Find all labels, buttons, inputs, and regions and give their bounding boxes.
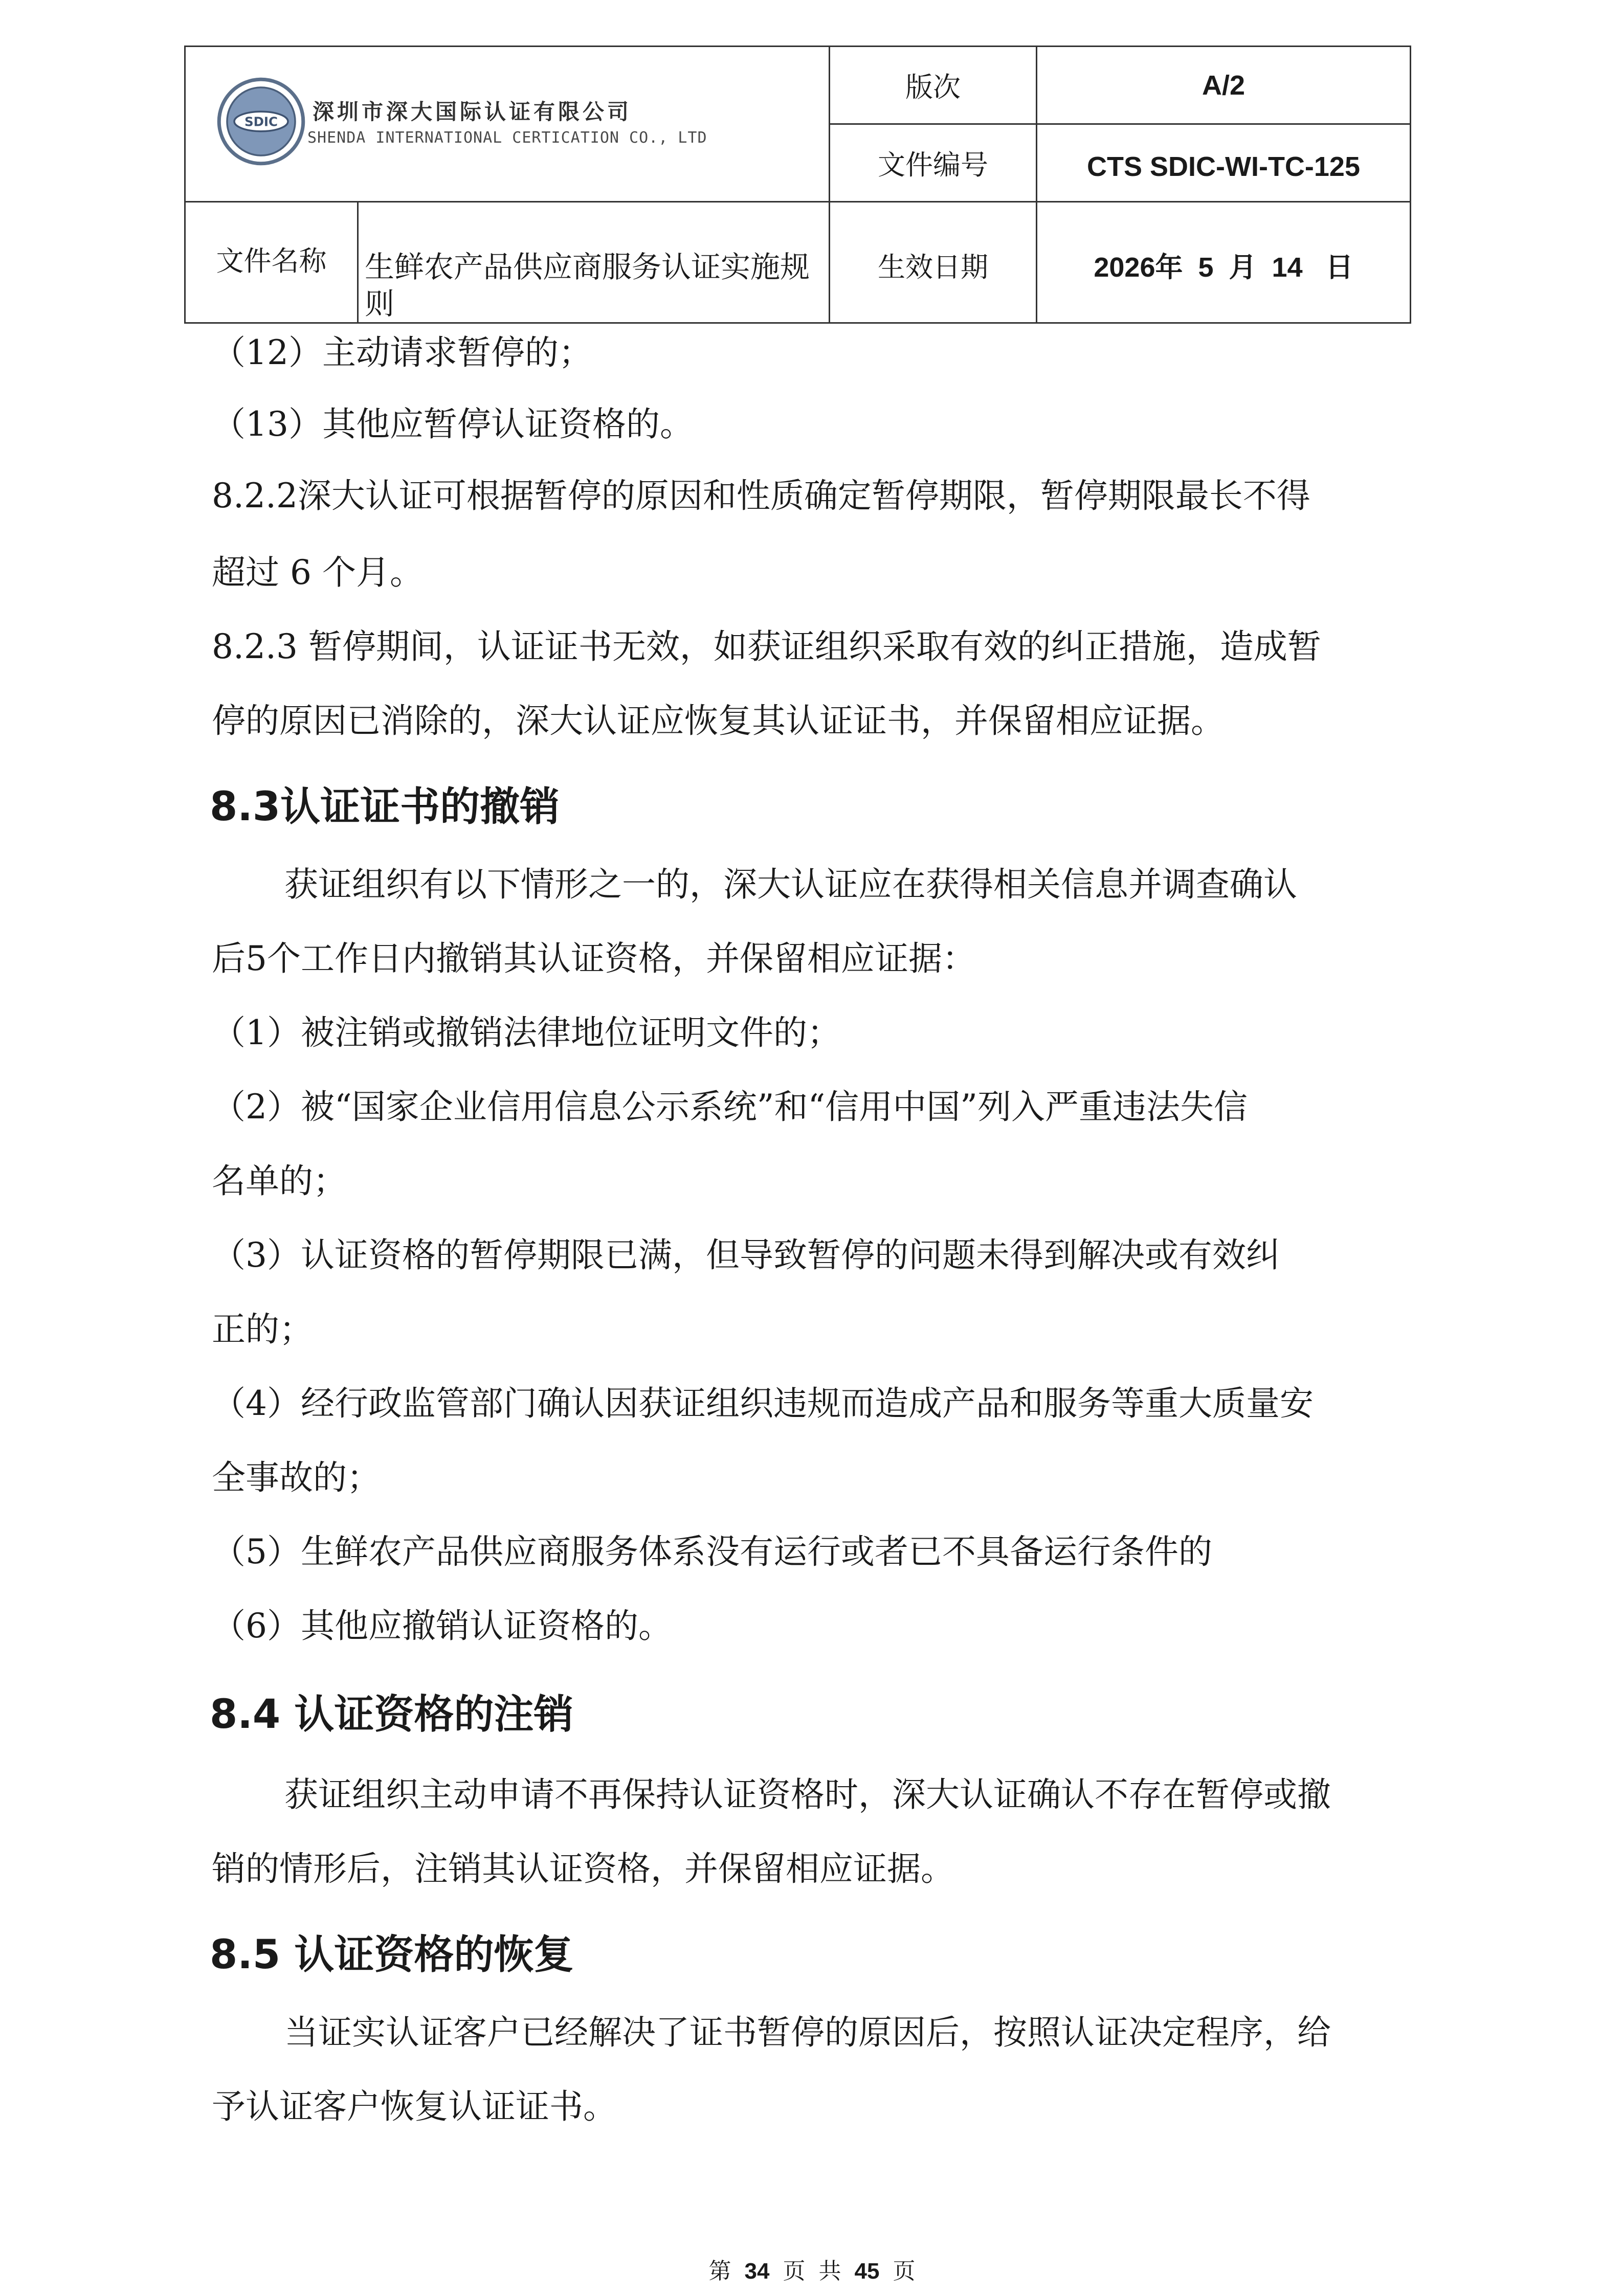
revoke-item-5: （5）生鲜农产品供应商服务体系没有运行或者已不具备运行条件的 <box>212 1532 1212 1571</box>
clause-8-2-2-line2: 超过 6 个月。 <box>212 553 424 592</box>
version-label: 版次 <box>830 47 1037 124</box>
section-8-4-line2: 销的情形后，注销其认证资格，并保留相应证据。 <box>212 1849 954 1888</box>
section-8-3-intro-line2: 后5个工作日内撤销其认证资格，并保留相应证据： <box>212 939 976 978</box>
total-pages: 45 <box>854 2259 880 2284</box>
doc-number-label: 文件编号 <box>830 124 1037 202</box>
clause-8-2-2-line1: 8.2.2深大认证可根据暂停的原因和性质确定暂停期限，暂停期限最长不得 <box>212 476 1310 515</box>
seal-icon <box>216 77 306 166</box>
heading-8-5: 8.5 认证资格的恢复 <box>210 1932 574 1978</box>
revoke-item-1: （1）被注销或撤销法律地位证明文件的； <box>212 1013 841 1052</box>
page-footer <box>0 2253 1624 2285</box>
clause-8-2-3-line1: 8.2.3 暂停期间，认证证书无效，如获证组织采取有效的纠正措施，造成暂 <box>212 627 1321 666</box>
effective-date-value: 2026年 5 月 14 日 <box>1037 202 1411 323</box>
doc-name-value: 生鲜农产品供应商服务认证实施规则 <box>358 202 830 323</box>
revoke-item-3-line1: （3）认证资格的暂停期限已满，但导致暂停的问题未得到解决或有效纠 <box>212 1235 1280 1275</box>
revoke-item-3-line2: 正的； <box>212 1310 313 1349</box>
document-header-table <box>184 46 1411 324</box>
logo-seal-text: SDIC <box>244 114 278 129</box>
list-item-13: （13）其他应暂停认证资格的。 <box>212 404 694 444</box>
revoke-item-4-line2: 全事故的； <box>212 1458 381 1497</box>
footer-middle: 页 共 <box>783 2258 841 2284</box>
company-logo <box>216 74 707 176</box>
heading-8-4: 8.4 认证资格的注销 <box>210 1692 574 1738</box>
page-number: 34 <box>744 2259 770 2284</box>
company-name-cn: 深圳市深大国际认证有限公司 <box>313 99 632 124</box>
section-8-3-intro-line1: 获证组织有以下情形之一的，深大认证应在获得相关信息并调查确认 <box>284 865 1297 904</box>
footer-suffix: 页 <box>893 2258 916 2284</box>
version-value: A/2 <box>1037 47 1411 124</box>
doc-name-label: 文件名称 <box>185 202 358 323</box>
heading-8-3: 8.3认证证书的撤销 <box>210 784 560 830</box>
clause-8-2-3-line2: 停的原因已消除的，深大认证应恢复其认证证书，并保留相应证据。 <box>212 701 1225 740</box>
section-8-5-line2: 予认证客户恢复认证证书。 <box>212 2087 617 2126</box>
footer-prefix: 第 <box>708 2258 731 2284</box>
list-item-12: （12）主动请求暂停的； <box>212 333 592 372</box>
revoke-item-6: （6）其他应撤销认证资格的。 <box>212 1606 672 1646</box>
effective-date-label: 生效日期 <box>830 202 1037 323</box>
revoke-item-2-line1: （2）被“国家企业信用信息公示系统”和“信用中国”列入严重违法失信 <box>212 1087 1248 1127</box>
revoke-item-2-line2: 名单的； <box>212 1161 347 1201</box>
logo-cell <box>185 47 830 202</box>
section-8-5-line1: 当证实认证客户已经解决了证书暂停的原因后，按照认证决定程序，给 <box>284 2013 1331 2052</box>
doc-number-value: CTS SDIC-WI-TC-125 <box>1037 124 1411 202</box>
section-8-4-line1: 获证组织主动申请不再保持认证资格时，深大认证确认不存在暂停或撤 <box>284 1775 1331 1814</box>
revoke-item-4-line1: （4）经行政监管部门确认因获证组织违规而造成产品和服务等重大质量安 <box>212 1384 1314 1423</box>
company-name-en: SHENDA INTERNATIONAL CERTICATION CO., LTD <box>307 129 707 147</box>
